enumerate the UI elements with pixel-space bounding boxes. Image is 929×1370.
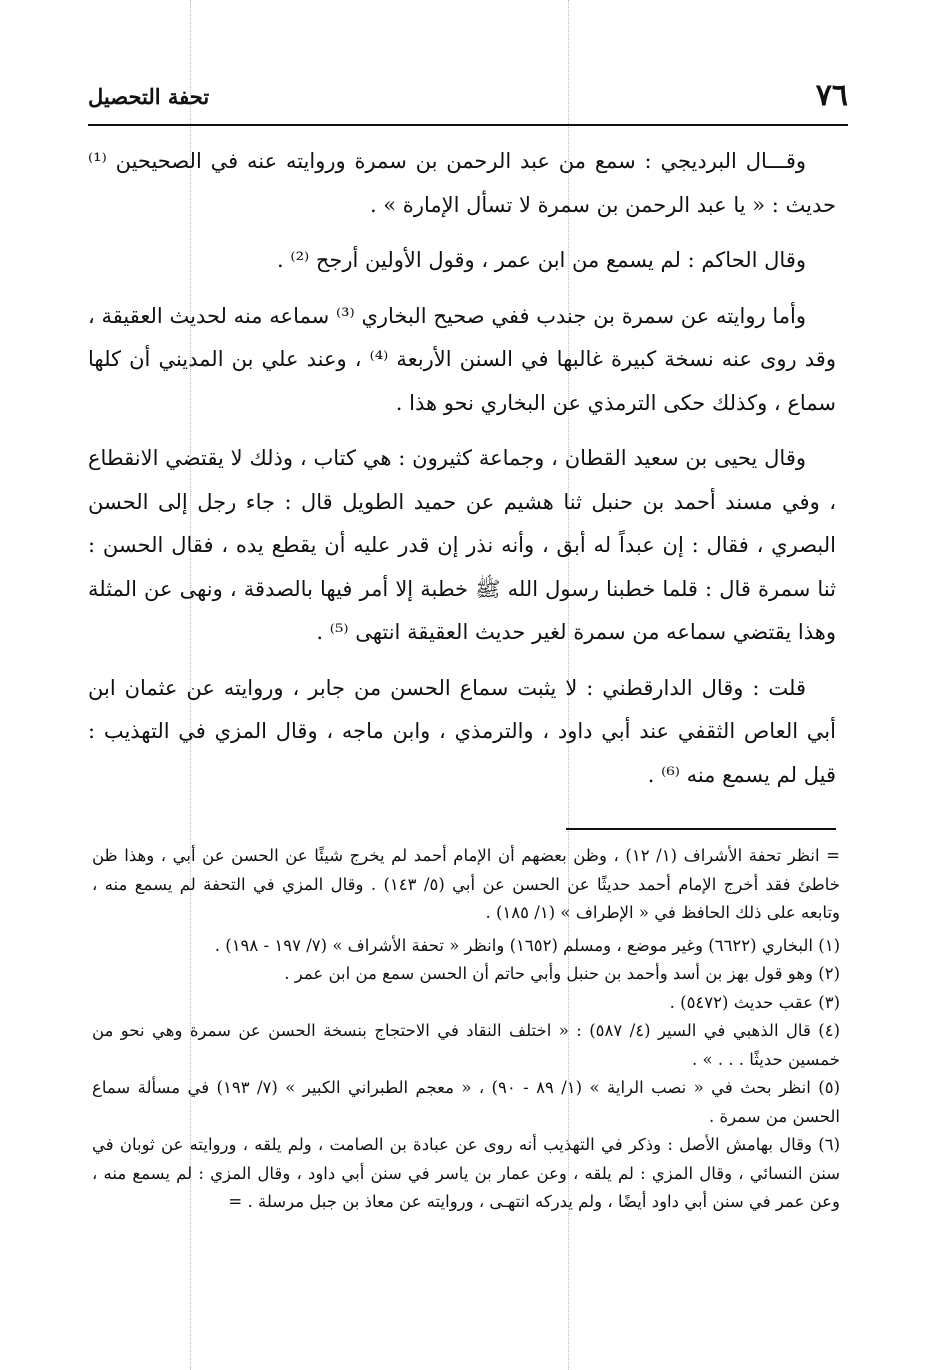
paragraph: وقـــال البرديجي : سمع من عبد الرحمن بن سمرة وروايته عنه في الصحيحين ⁽¹⁾ حديث : « يا عبد الرحمن بن سمرة لا تسأل الإمارة » .: [88, 149, 836, 217]
running-title: تحفة التحصيل: [88, 84, 210, 109]
page-header: [88, 78, 848, 118]
main-text: [88, 140, 836, 809]
paragraph: وأما روايته عن سمرة بن جندب ففي صحيح البخاري ⁽³⁾ سماعه منه لحديث العقيقة ، وقد روى عنه نسخة كبيرة غالبها في السنن الأربعة ⁽⁴⁾ ، وعند علي بن المديني أن كلها سماع ، وكذلك حكى الترمذي عن البخاري نحو هذا .: [88, 303, 836, 415]
paragraph: وقال الحاكم : لم يسمع من ابن عمر ، وقول الأولين أرجح ⁽²⁾ .: [277, 248, 806, 272]
footnote-1: (١) البخاري (٦٦٢٢) وغير موضع ، ومسلم (١٦٥٢) وانظر « تحفة الأشراف » (٧/ ١٩٧ - ١٩٨) .: [214, 935, 840, 955]
footnote-2: (٢) وهو قول بهز بن أسد وأحمد بن حنبل وأبي حاتم أن الحسن سمع من ابن عمر .: [284, 964, 840, 983]
paragraph: وقال يحيى بن سعيد القطان ، وجماعة كثيرون : هي كتاب ، وذلك لا يقتضي الانقطاع ، وفي مسند أحمد بن حنبل ثنا هشيم عن حميد الطويل قال : جاء رجل إلى الحسن البصري ، فقال : إن عبداً له أبق ، وأنه نذر إن قدر عليه أن يقطع يده ، فقال الحسن : ثنا سمرة قال : قلما خطبنا رسول الله ﷺ خطبة إلا أمر فيها بالصدقة ، ونهى عن المثلة وهذا يقتضي سماعه من سمرة لغير حديث العقيقة انتهى ⁽⁵⁾ .: [88, 446, 836, 644]
footnote-5: (٥) انظر بحث في « نصب الراية » (١/ ٨٩ - ٩٠) ، « معجم الطبراني الكبير » (٧/ ١٩٣) في مسألة سماع الحسن من سمرة .: [92, 1078, 840, 1126]
header-rule: [88, 124, 848, 126]
page-number: ٧٦: [815, 78, 848, 113]
footnote-continuation: = انظر تحفة الأشراف (١/ ١٢) ، وظن بعضهم أن الإمام أحمد لم يخرج شيئًا عن الحسن عن أبي ، وهذا ظن خاطئ فقد أخرج الإمام أحمد حديثًا عن الحسن عن أبي (٥/ ١٤٣) . وقال المزي في التحفة لم يسمع منه ، وتابعه على ذلك الحافظ في « الإطراف » (١/ ١٨٥) .: [92, 846, 840, 922]
footnote-separator: [566, 828, 836, 830]
footnotes: [92, 842, 840, 1217]
paragraph: قلت : وقال الدارقطني : لا يثبت سماع الحسن من جابر ، وروايته عن عثمان ابن أبي العاص الثقفي عند أبي داود ، والترمذي ، وابن ماجه ، وقال المزي في التهذيب : قيل لم يسمع منه ⁽⁶⁾ .: [88, 675, 836, 787]
footnote-3: (٣) عقب حديث (٥٤٧٢) .: [669, 992, 840, 1012]
footnote-6: (٦) وقال بهامش الأصل : وذكر في التهذيب أنه روى عن عبادة بن الصامت ، ولم يلقه ، وروايته عن ثوبان في سنن النسائي ، وقال المزي : لم يلقه ، وعن عمار بن ياسر في سنن أبي داود ، وقال المزي : لم يسمع منه ، وعن عمر في سنن أبي داود أيضًا ، ولم يدركه انتهـى ، وروايته عن معاذ بن جبل مرسلة . =: [92, 1135, 840, 1211]
footnote-4: (٤) قال الذهبي في السير (٤/ ٥٨٧) : « اختلف النقاد في الاحتجاج بنسخة الحسن عن سمرة وهي نحو من خمسين حديثًا . . . » .: [92, 1021, 840, 1069]
